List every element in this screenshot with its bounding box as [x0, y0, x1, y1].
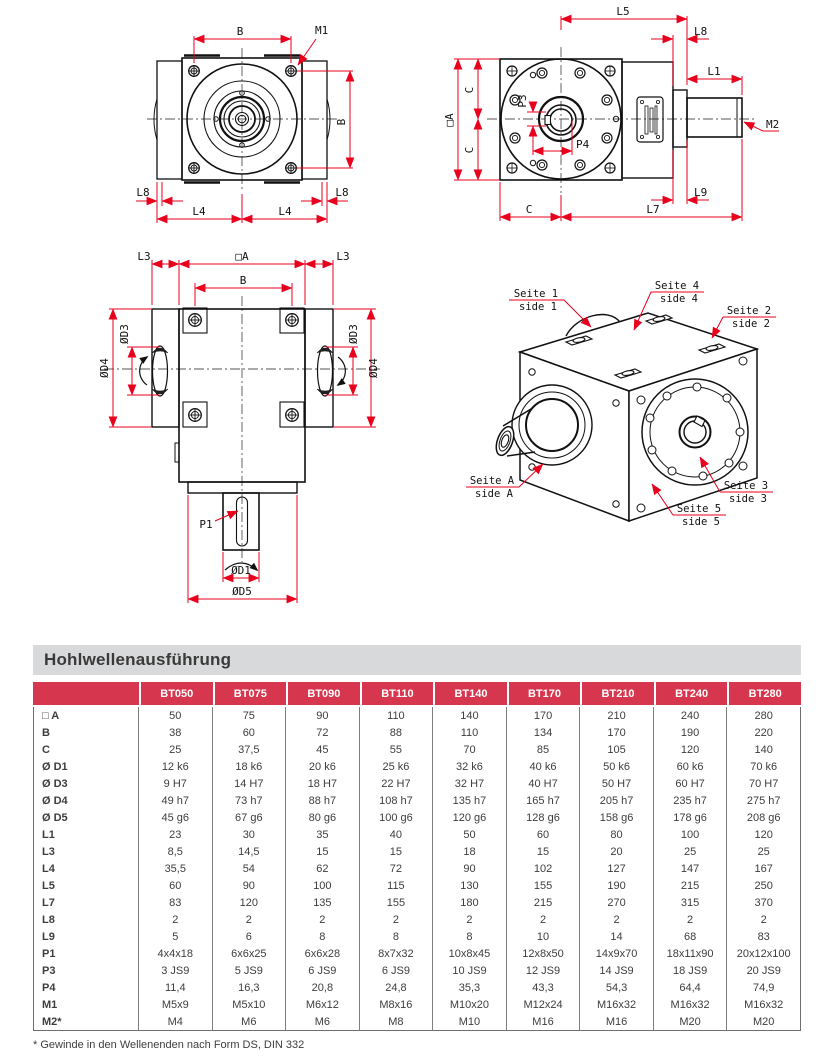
dim-label-l8: L8 [694, 25, 708, 38]
table-cell: 275 h7 [727, 792, 801, 809]
table-cell: 12 JS9 [507, 962, 581, 979]
dim-label-square-a: □A [443, 113, 456, 127]
table-cell: 35 [286, 826, 360, 843]
table-cell: M8x16 [360, 996, 434, 1013]
table-header-row [33, 682, 801, 707]
row-label: L8 [33, 911, 139, 928]
table-cell: M8 [360, 1013, 434, 1031]
front-view-drawing [136, 24, 353, 223]
table-cell: 135 h7 [433, 792, 507, 809]
table-cell: 280 [727, 707, 801, 724]
dim-label-p1: P1 [199, 518, 213, 531]
table-row [33, 894, 801, 911]
table-cell: 23 [139, 826, 213, 843]
dim-label-p3: P3 [516, 94, 529, 108]
table-header-col: BT210 [580, 682, 654, 707]
table-footnote: * Gewinde in den Wellenenden nach Form DS, DIN 332 [33, 1039, 305, 1051]
table-cell: 120 [213, 894, 287, 911]
table-cell: 128 g6 [507, 809, 581, 826]
row-label: L7 [33, 894, 139, 911]
table-cell: 208 g6 [727, 809, 801, 826]
table-cell: 6 JS9 [360, 962, 434, 979]
table-cell: 115 [360, 877, 434, 894]
table-cell: 100 [286, 877, 360, 894]
dim-label-square-a2: □A [235, 250, 249, 263]
table-cell: 8 [433, 928, 507, 945]
table-cell: 170 [580, 724, 654, 741]
table-cell: M6x12 [286, 996, 360, 1013]
row-label: L3 [33, 843, 139, 860]
table-cell: 35,5 [139, 860, 213, 877]
dim-label-l3-right: L3 [336, 250, 350, 263]
table-row [33, 826, 801, 843]
table-row [33, 758, 801, 775]
table-cell: 25 [727, 843, 801, 860]
table-cell: 90 [433, 860, 507, 877]
table-row [33, 911, 801, 928]
table-cell: 2 [213, 911, 287, 928]
table-cell: 18x11x90 [654, 945, 728, 962]
table-cell: 38 [139, 724, 213, 741]
table-cell: 155 [507, 877, 581, 894]
dim-label-l8-right: L8 [335, 186, 349, 199]
table-row [33, 707, 801, 724]
table-cell: 220 [727, 724, 801, 741]
side-4-label-de: Seite 4 [654, 280, 700, 292]
table-cell: 240 [654, 707, 728, 724]
row-label: L5 [33, 877, 139, 894]
table-cell: 110 [360, 707, 434, 724]
side-2-label-de: Seite 2 [726, 305, 772, 317]
table-cell: 140 [727, 741, 801, 758]
dim-label-c-bottom: C [525, 203, 533, 216]
row-label: P4 [33, 979, 139, 996]
table-cell: 50 [433, 826, 507, 843]
table-header-col: BT170 [507, 682, 581, 707]
table-cell: 167 [727, 860, 801, 877]
table-cell: 10 JS9 [433, 962, 507, 979]
table-cell: 102 [507, 860, 581, 877]
dim-label-b-top: B [236, 25, 244, 38]
table-cell: M16 [507, 1013, 581, 1031]
dim-label-p4: P4 [576, 138, 590, 151]
table-cell: M6 [286, 1013, 360, 1031]
table-cell: 155 [360, 894, 434, 911]
table-cell: 178 g6 [654, 809, 728, 826]
row-label: Ø D5 [33, 809, 139, 826]
table-cell: 70 k6 [727, 758, 801, 775]
table-cell: 40 [360, 826, 434, 843]
table-cell: 68 [654, 928, 728, 945]
table-cell: 120 [727, 826, 801, 843]
table-cell: 40 H7 [507, 775, 581, 792]
table-cell: 60 [139, 877, 213, 894]
row-label: Ø D3 [33, 775, 139, 792]
dim-label-d4-right: ØD4 [367, 358, 380, 378]
dim-label-l4-right: L4 [278, 205, 292, 218]
table-row [33, 979, 801, 996]
table-cell: 60 H7 [654, 775, 728, 792]
table-cell: 20,8 [286, 979, 360, 996]
table-row [33, 809, 801, 826]
table-cell: 32 H7 [433, 775, 507, 792]
side-a-label-de: Seite A [469, 475, 515, 487]
table-cell: 235 h7 [654, 792, 728, 809]
table-cell: 215 [654, 877, 728, 894]
table-cell: 130 [433, 877, 507, 894]
table-cell: 45 g6 [139, 809, 213, 826]
table-cell: 83 [727, 928, 801, 945]
table-cell: 72 [360, 860, 434, 877]
table-cell: 12 k6 [139, 758, 213, 775]
table-cell: M16x32 [727, 996, 801, 1013]
table-cell: M4 [139, 1013, 213, 1031]
table-cell: 16,3 [213, 979, 287, 996]
dim-label-d1: ØD1 [231, 564, 251, 577]
table-cell: 25 k6 [360, 758, 434, 775]
table-cell: 2 [433, 911, 507, 928]
table-cell: 62 [286, 860, 360, 877]
side-2-label-en: side 2 [732, 318, 770, 330]
dim-label-b-right: B [335, 118, 348, 126]
table-cell: 8 [360, 928, 434, 945]
table-cell: 49 h7 [139, 792, 213, 809]
table-cell: 60 k6 [654, 758, 728, 775]
table-cell: 30 [213, 826, 287, 843]
table-cell: 15 [507, 843, 581, 860]
dim-label-l1: L1 [707, 65, 721, 78]
table-cell: 5 JS9 [213, 962, 287, 979]
table-cell: 158 g6 [580, 809, 654, 826]
table-cell: 20 [580, 843, 654, 860]
table-cell: 3 JS9 [139, 962, 213, 979]
table-cell: 14 H7 [213, 775, 287, 792]
table-cell: 127 [580, 860, 654, 877]
table-row [33, 843, 801, 860]
table-cell: 270 [580, 894, 654, 911]
table-cell: 105 [580, 741, 654, 758]
row-label: Ø D1 [33, 758, 139, 775]
dim-label-c-lower: C [463, 146, 476, 154]
row-label: M1 [33, 996, 139, 1013]
table-cell: 8 [286, 928, 360, 945]
table-cell: M10 [433, 1013, 507, 1031]
dim-label-l8-left: L8 [136, 186, 150, 199]
table-cell: 9 H7 [139, 775, 213, 792]
table-cell: 88 h7 [286, 792, 360, 809]
table-cell: 14 JS9 [580, 962, 654, 979]
table-cell: 315 [654, 894, 728, 911]
table-cell: 20x12x100 [727, 945, 801, 962]
table-cell: 6 [213, 928, 287, 945]
dim-label-b2: B [239, 274, 247, 287]
table-cell: 73 h7 [213, 792, 287, 809]
bottom-view-drawing [98, 250, 380, 603]
table-cell: 100 g6 [360, 809, 434, 826]
table-header-col: BT110 [360, 682, 434, 707]
table-cell: 180 [433, 894, 507, 911]
dim-label-l5: L5 [616, 5, 630, 18]
table-cell: 170 [507, 707, 581, 724]
table-cell: 43,3 [507, 979, 581, 996]
table-cell: 140 [433, 707, 507, 724]
table-cell: 2 [654, 911, 728, 928]
table-cell: 80 [580, 826, 654, 843]
table-cell: 6x6x25 [213, 945, 287, 962]
dimension-table-section [33, 645, 801, 1031]
table-cell: 250 [727, 877, 801, 894]
table-title: Hohlwellenausführung [33, 645, 801, 675]
table-cell: 72 [286, 724, 360, 741]
table-cell: 60 [507, 826, 581, 843]
table-cell: 25 [139, 741, 213, 758]
dim-label-l7: L7 [646, 203, 660, 216]
table-row [33, 775, 801, 792]
table-header-col: BT240 [654, 682, 728, 707]
table-cell: 8x7x32 [360, 945, 434, 962]
table-cell: 24,8 [360, 979, 434, 996]
table-row [33, 928, 801, 945]
row-label: M2* [33, 1013, 139, 1031]
table-cell: 67 g6 [213, 809, 287, 826]
table-cell: 90 [286, 707, 360, 724]
table-cell: 2 [580, 911, 654, 928]
table-cell: 10 [507, 928, 581, 945]
table-cell: 83 [139, 894, 213, 911]
table-row [33, 945, 801, 962]
table-cell: M16 [580, 1013, 654, 1031]
table-cell: 11,4 [139, 979, 213, 996]
table-cell: 40 k6 [507, 758, 581, 775]
table-cell: 14,5 [213, 843, 287, 860]
table-cell: 32 k6 [433, 758, 507, 775]
side-a-label-en: side A [475, 488, 513, 500]
table-cell: 50 H7 [580, 775, 654, 792]
table-cell: 50 k6 [580, 758, 654, 775]
table-cell: 190 [580, 877, 654, 894]
dim-label-d4-left: ØD4 [98, 358, 111, 378]
table-cell: 70 H7 [727, 775, 801, 792]
table-header-blank [33, 682, 139, 707]
table-cell: 5 [139, 928, 213, 945]
table-cell: M16x32 [654, 996, 728, 1013]
table-cell: 37,5 [213, 741, 287, 758]
table-cell: 15 [360, 843, 434, 860]
side-view-drawing [443, 5, 779, 221]
table-cell: 2 [286, 911, 360, 928]
table-row [33, 996, 801, 1013]
table-cell: 120 g6 [433, 809, 507, 826]
table-cell: 45 [286, 741, 360, 758]
table-cell: 54 [213, 860, 287, 877]
table-cell: 2 [727, 911, 801, 928]
row-label: Ø D4 [33, 792, 139, 809]
table-cell: M16x32 [580, 996, 654, 1013]
row-label: L9 [33, 928, 139, 945]
table-cell: 4x4x18 [139, 945, 213, 962]
dim-label-d5: ØD5 [232, 585, 252, 598]
isometric-view-drawing [466, 280, 776, 528]
dim-label-m2: M2 [766, 118, 780, 131]
row-label: P1 [33, 945, 139, 962]
table-header-col: BT075 [213, 682, 287, 707]
table-row [33, 860, 801, 877]
table-cell: 2 [507, 911, 581, 928]
table-cell: 25 [654, 843, 728, 860]
table-cell: 75 [213, 707, 287, 724]
table-cell: 6x6x28 [286, 945, 360, 962]
table-row [33, 877, 801, 894]
side-4-label-en: side 4 [660, 293, 698, 305]
row-label: L4 [33, 860, 139, 877]
table-cell: 18 [433, 843, 507, 860]
table-cell: 70 [433, 741, 507, 758]
table-cell: 108 h7 [360, 792, 434, 809]
dim-label-d3-left: ØD3 [118, 324, 131, 344]
table-cell: 6 JS9 [286, 962, 360, 979]
table-cell: 215 [507, 894, 581, 911]
table-cell: 64,4 [654, 979, 728, 996]
dim-label-d3-right: ØD3 [347, 324, 360, 344]
side-3-label-en: side 3 [729, 493, 767, 505]
table-cell: M5x10 [213, 996, 287, 1013]
table-header-col: BT050 [139, 682, 213, 707]
table-cell: 147 [654, 860, 728, 877]
table-cell: 210 [580, 707, 654, 724]
table-cell: M20 [727, 1013, 801, 1031]
dimension-table [33, 682, 801, 1031]
table-cell: 135 [286, 894, 360, 911]
table-cell: 88 [360, 724, 434, 741]
dim-label-l3-left: L3 [137, 250, 151, 263]
table-cell: 165 h7 [507, 792, 581, 809]
table-cell: M5x9 [139, 996, 213, 1013]
table-row [33, 1013, 801, 1031]
row-label: B [33, 724, 139, 741]
table-cell: 20 JS9 [727, 962, 801, 979]
table-cell: 190 [654, 724, 728, 741]
dim-label-l4-left: L4 [192, 205, 206, 218]
side-1-label-en: side 1 [519, 301, 557, 313]
row-label: L1 [33, 826, 139, 843]
table-row [33, 741, 801, 758]
table-cell: 18 JS9 [654, 962, 728, 979]
row-label: □ A [33, 707, 139, 724]
table-cell: 2 [360, 911, 434, 928]
table-cell: 134 [507, 724, 581, 741]
table-cell: 85 [507, 741, 581, 758]
side-1-label-de: Seite 1 [513, 288, 559, 300]
table-cell: 370 [727, 894, 801, 911]
side-3-label-de: Seite 3 [723, 480, 769, 492]
side-5-label-en: side 5 [682, 516, 720, 528]
table-cell: 100 [654, 826, 728, 843]
table-cell: 2 [139, 911, 213, 928]
table-cell: 35,3 [433, 979, 507, 996]
table-cell: M6 [213, 1013, 287, 1031]
table-cell: M12x24 [507, 996, 581, 1013]
table-cell: 15 [286, 843, 360, 860]
table-cell: 18 k6 [213, 758, 287, 775]
table-header-col: BT280 [727, 682, 801, 707]
table-header-col: BT090 [286, 682, 360, 707]
table-cell: 14 [580, 928, 654, 945]
table-cell: 18 H7 [286, 775, 360, 792]
dim-label-m1: M1 [315, 24, 329, 37]
table-cell: 120 [654, 741, 728, 758]
table-cell: M10x20 [433, 996, 507, 1013]
table-row [33, 792, 801, 809]
table-cell: 22 H7 [360, 775, 434, 792]
table-cell: 12x8x50 [507, 945, 581, 962]
table-cell: 60 [213, 724, 287, 741]
row-label: P3 [33, 962, 139, 979]
row-label: C [33, 741, 139, 758]
table-cell: 54,3 [580, 979, 654, 996]
table-cell: 10x8x45 [433, 945, 507, 962]
table-cell: 8,5 [139, 843, 213, 860]
table-cell: 14x9x70 [580, 945, 654, 962]
table-cell: 205 h7 [580, 792, 654, 809]
dim-label-c-upper: C [463, 86, 476, 94]
table-row [33, 724, 801, 741]
table-cell: 20 k6 [286, 758, 360, 775]
side-5-label-de: Seite 5 [676, 503, 722, 515]
table-cell: 80 g6 [286, 809, 360, 826]
table-cell: 110 [433, 724, 507, 741]
table-header-col: BT140 [433, 682, 507, 707]
table-cell: 50 [139, 707, 213, 724]
table-row [33, 962, 801, 979]
table-cell: 74,9 [727, 979, 801, 996]
table-cell: 55 [360, 741, 434, 758]
table-cell: M20 [654, 1013, 728, 1031]
table-cell: 90 [213, 877, 287, 894]
dim-label-l9: L9 [694, 186, 708, 199]
